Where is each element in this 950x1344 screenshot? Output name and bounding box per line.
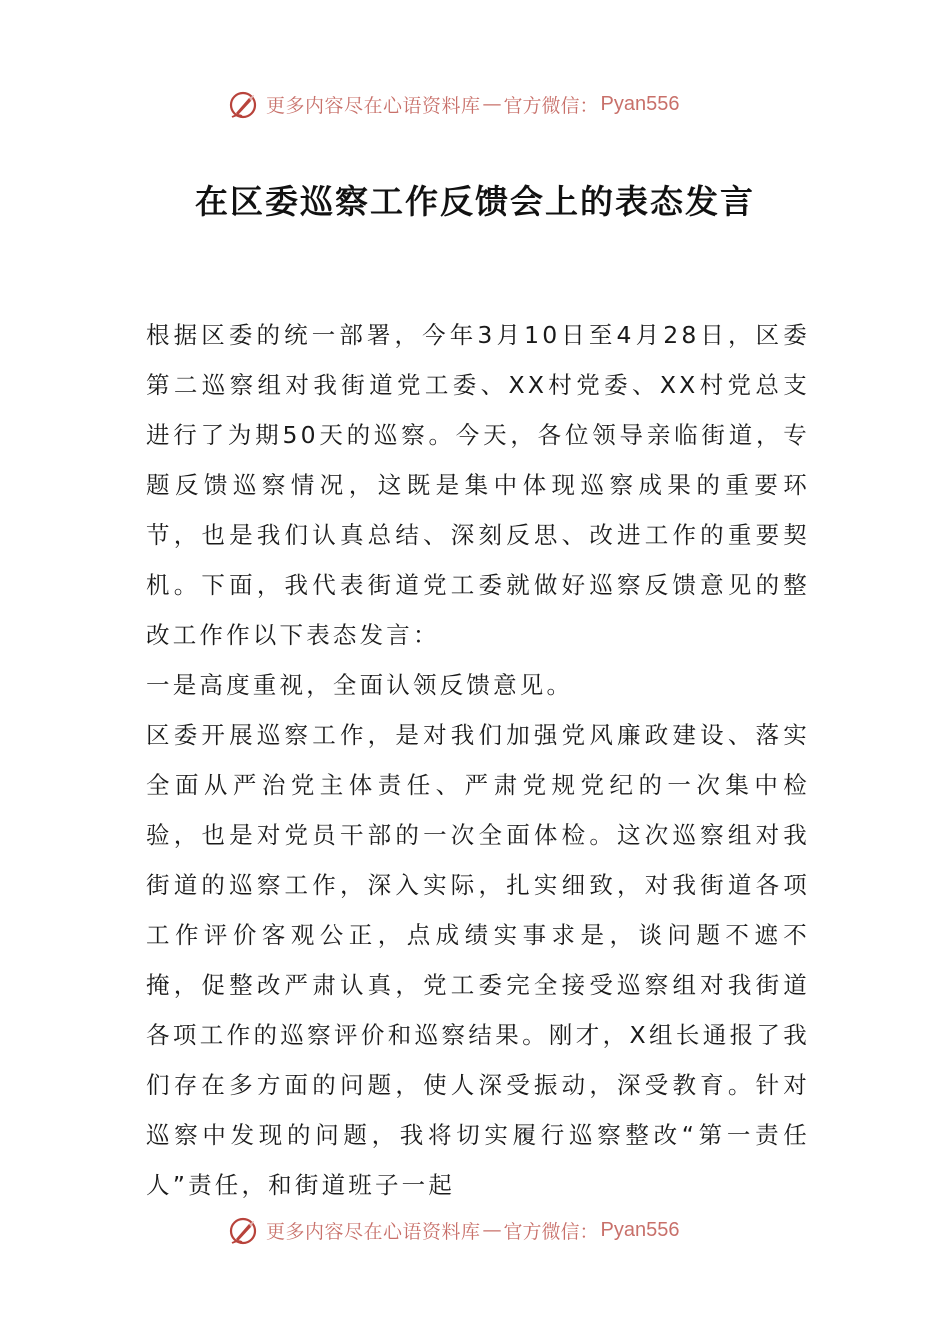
- banner-separator: —: [482, 93, 502, 115]
- document-body: [146, 310, 810, 1210]
- header-banner: [228, 84, 748, 124]
- footer-banner: [228, 1210, 748, 1250]
- banner-separator: —: [482, 1219, 502, 1241]
- banner-wechat-label: 官方微信：: [503, 94, 599, 117]
- pen-nib-logo-icon: [228, 1213, 262, 1247]
- paragraph-heading-1: 一是高度重视，全面认领反馈意见。: [146, 671, 574, 699]
- document-title: 在区委巡察工作反馈会上的表态发言: [195, 182, 755, 221]
- banner-wechat-id: Pyan556: [600, 92, 680, 115]
- banner-promo-text: 更多内容尽在心语资料库: [266, 94, 481, 117]
- pen-nib-logo-icon: [228, 87, 262, 121]
- paragraph-intro: 根据区委的统一部署，今年3月10日至4月28日，区委第二巡察组对我街道党工委、XX村党委、XX村党总支进行了为期50天的巡察。今天，各位领导亲临街道，专题反馈巡察情况，这既是集中体现巡察成果的重要环节，也是我们认真总结、深刻反思、改进工作的重要契机。下面，我代表街道党工委就做好巡察反馈意见的整改工作作以下表态发言：: [146, 321, 810, 649]
- banner-wechat-label: 官方微信：: [503, 1220, 599, 1243]
- banner-promo-text: 更多内容尽在心语资料库: [266, 1220, 481, 1243]
- banner-wechat-id: Pyan556: [600, 1218, 680, 1241]
- paragraph-body-1: 区委开展巡察工作，是对我们加强党风廉政建设、落实全面从严治党主体责任、严肃党规党纪的一次集中检验，也是对党员干部的一次全面体检。这次巡察组对我街道的巡察工作，深入实际，扎实细致，对我街道各项工作评价客观公正，点成绩实事求是，谈问题不遮不掩，促整改严肃认真，党工委完全接受巡察组对我街道各项工作的巡察评价和巡察结果。刚才，X组长通报了我们存在多方面的问题，使人深受振动，深受教育。针对巡察中发现的问题，我将切实履行巡察整改“第一责任人”责任，和街道班子一起: [146, 721, 810, 1199]
